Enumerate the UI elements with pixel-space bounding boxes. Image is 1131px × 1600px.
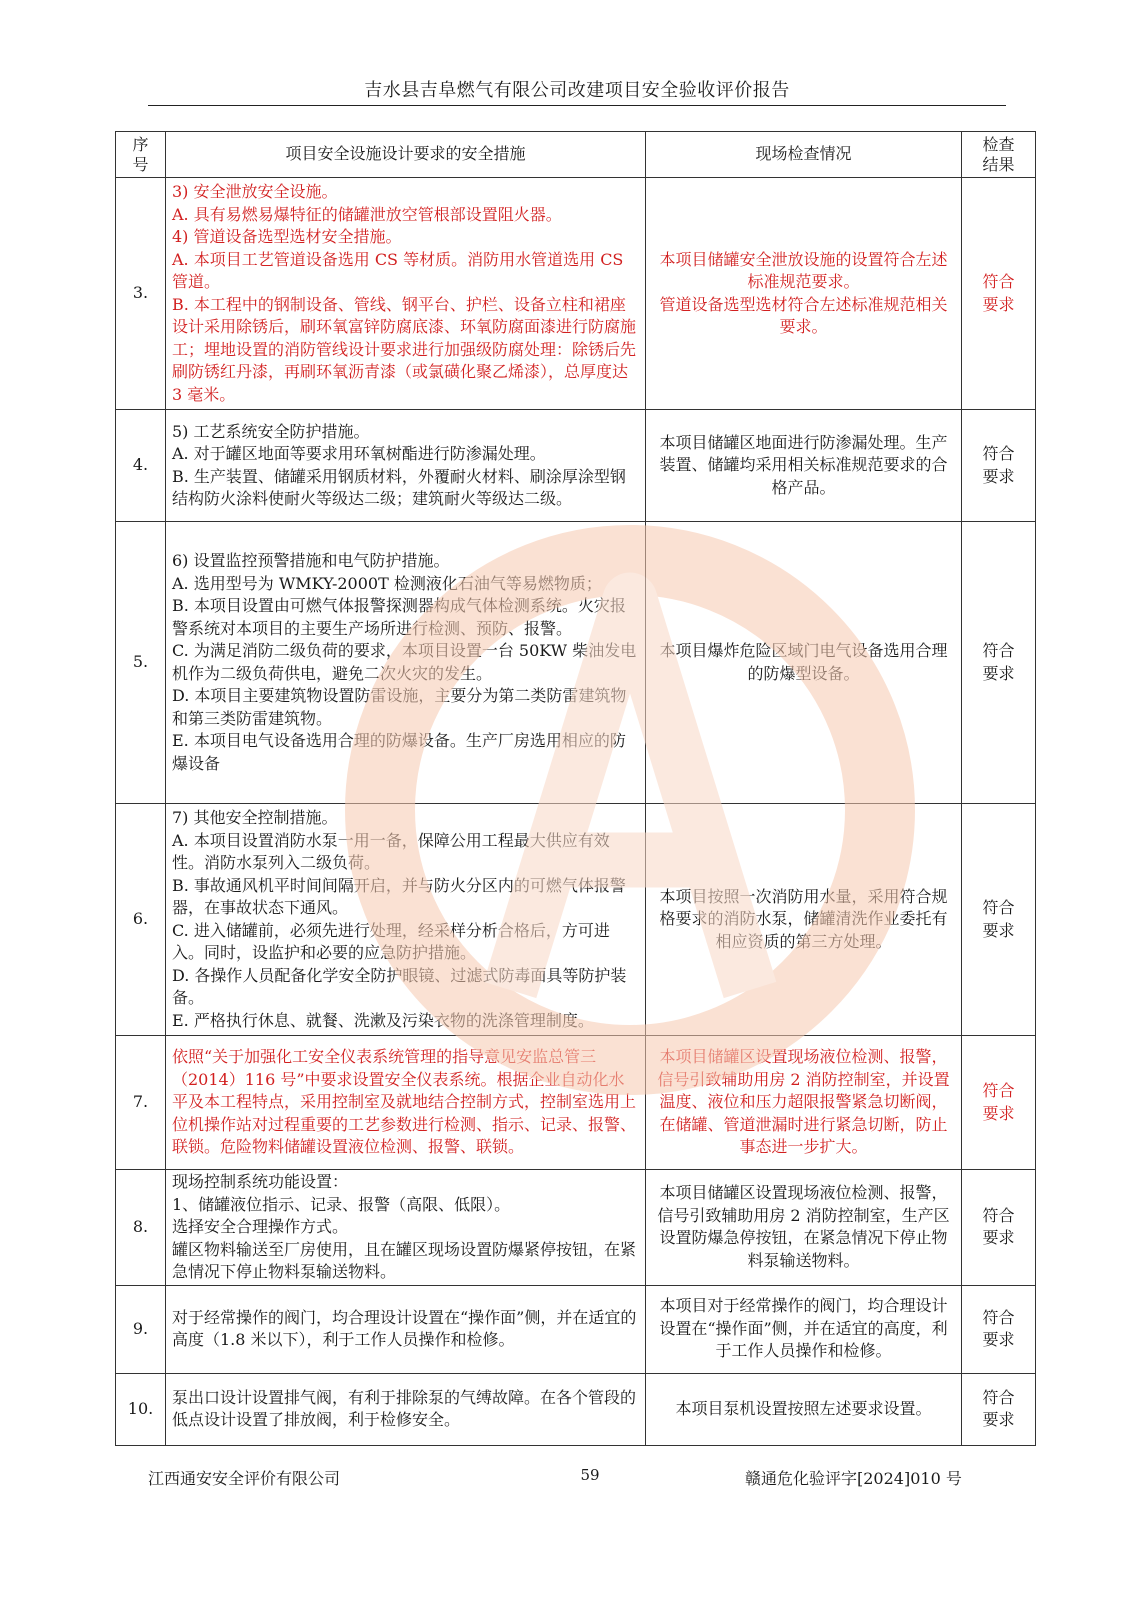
table-row (116, 1036, 1036, 1170)
table-row (116, 1285, 1036, 1373)
requirement-line: 3) 安全泄放安全设施。 (172, 182, 338, 201)
inspection-cell: 本项目爆炸危险区域门电气设备选用合理的防爆型设备。 (646, 522, 962, 804)
result-cell: 符合 要求 (962, 1373, 1036, 1445)
result-cell: 符合 要求 (962, 410, 1036, 522)
result-cell: 符合 要求 (962, 178, 1036, 410)
requirement-line: C. 为满足消防二级负荷的要求，本项目设置一台 50KW 柴油发电机作为二级负荷供电，避免二次火灾的发生。 (172, 641, 637, 683)
row-number: 8. (116, 1170, 166, 1286)
requirement-line: C. 进入储罐前，必须先进行处理，经采样分析合格后，方可进入。同时，设监护和必要的应急防护措施。 (172, 920, 610, 962)
requirement-line: 罐区物料输送至厂房使用，且在罐区现场设置防爆紧停按钮，在紧急情况下停止物料泵输送物料。 (172, 1239, 637, 1281)
safety-measures-table (115, 131, 1036, 1446)
requirement-line: 4) 管道设备选型选材安全措施。 (172, 227, 402, 246)
result-cell: 符合 要求 (962, 522, 1036, 804)
requirement-cell (166, 1036, 646, 1170)
table-row (116, 410, 1036, 522)
requirement-cell (166, 1373, 646, 1445)
header-requirement: 项目安全设施设计要求的安全措施 (166, 132, 646, 178)
requirement-line: 6) 设置监控预警措施和电气防护措施。 (172, 551, 450, 570)
row-number: 4. (116, 410, 166, 522)
inspection-cell: 本项目储罐区设置现场液位检测、报警，信号引致辅助用房 2 消防控制室，生产区设置防爆急停按钮，在紧急情况下停止物料泵输送物料。 (646, 1170, 962, 1286)
result-cell: 符合 要求 (962, 1170, 1036, 1286)
requirement-line: B. 本工程中的钢制设备、管线、钢平台、护栏、设备立柱和裙座设计采用除锈后，刷环氧富锌防腐底漆、环氧防腐面漆进行防腐施工；埋地设置的消防管线设计要求进行加强级防腐处理：除锈后先刷防锈红丹漆，再刷环氧沥青漆（或氯磺化聚乙烯漆），总厚度达 3 毫米。 (172, 294, 637, 404)
table-header-row (116, 132, 1036, 178)
requirement-line: D. 本项目主要建筑物设置防雷设施，主要分为第二类防雷建筑物和第三类防雷建筑物。 (172, 686, 627, 728)
requirement-cell (166, 410, 646, 522)
footer-company: 江西通安安全评价有限公司 (148, 1469, 341, 1488)
requirement-cell (166, 1170, 646, 1286)
requirement-line: E. 本项目电气设备选用合理的防爆设备。生产厂房选用相应的防爆设备 (172, 731, 626, 773)
table-row (116, 178, 1036, 410)
page-title: 吉水县吉阜燃气有限公司改建项目安全验收评价报告 (364, 80, 790, 101)
inspection-cell: 本项目储罐区地面进行防渗漏处理。生产装置、储罐均采用相关标准规范要求的合格产品。 (646, 410, 962, 522)
inspection-cell: 本项目储罐安全泄放设施的设置符合左述标准规范要求。 管道设备选型选材符合左述标准规范相关要求。 (646, 178, 962, 410)
requirement-line: B. 事故通风机平时间间隔开启，并与防火分区内的可燃气体报警器，在事故状态下通风。 (172, 875, 626, 917)
requirement-cell (166, 522, 646, 804)
requirement-line: 现场控制系统功能设置： (172, 1172, 349, 1191)
footer-doc-number: 赣通危化验评字[2024]010 号 (745, 1469, 962, 1488)
requirement-line: 1、储罐液位指示、记录、报警（高限、低限）。 (172, 1194, 511, 1214)
requirement-line: 对于经常操作的阀门，均合理设计设置在“操作面”侧，并在适宜的高度（1.8 米以下），利于工作人员操作和检修。 (172, 1307, 637, 1349)
result-cell: 符合 要求 (962, 804, 1036, 1036)
requirement-line: D. 各操作人员配备化学安全防护眼镜、过滤式防毒面具等防护装备。 (172, 965, 627, 1007)
requirement-line: 5) 工艺系统安全防护措施。 (172, 421, 370, 441)
row-number: 9. (116, 1285, 166, 1373)
requirement-line: A. 对于罐区地面等要求用环氧树酯进行防渗漏处理。 (172, 444, 546, 463)
row-number: 3. (116, 178, 166, 410)
requirement-line: 依照“关于加强化工安全仪表系统管理的指导意见安监总管三（2014）116 号”中要求设置安全仪表系统。根据企业自动化水平及本工程特点，采用控制室及就地结合控制方式，控制室选用上位机操作站对过程重要的工艺参数进行检测、指示、记录、报警、联锁。危险物料储罐设置液位检测、报警、联锁。 (172, 1047, 637, 1157)
result-cell: 符合 要求 (962, 1036, 1036, 1170)
inspection-cell: 本项目泵机设置按照左述要求设置。 (646, 1373, 962, 1445)
inspection-cell: 本项目储罐区设置现场液位检测、报警，信号引致辅助用房 2 消防控制室，并设置温度、液位和压力超限报警紧急切断阀，在储罐、管道泄漏时进行紧急切断，防止事态进一步扩大。 (646, 1036, 962, 1170)
requirement-cell (166, 804, 646, 1036)
requirement-line: A. 具有易燃易爆特征的储罐泄放空管根部设置阻火器。 (172, 204, 562, 224)
requirement-line: 泵出口设计设置排气阀，有利于排除泵的气缚故障。在各个管段的低点设计设置了排放阀，利于检修安全。 (172, 1387, 637, 1429)
requirement-line: 7) 其他安全控制措施。 (172, 808, 338, 827)
table-row (116, 522, 1036, 804)
requirement-cell (166, 178, 646, 410)
header-no: 序 号 (116, 132, 166, 178)
row-number: 7. (116, 1036, 166, 1170)
result-cell: 符合 要求 (962, 1285, 1036, 1373)
requirement-line: A. 本项目工艺管道设备选用 CS 等材质。消防用水管道选用 CS 管道。 (172, 249, 624, 291)
requirement-line: B. 本项目设置由可燃气体报警探测器构成气体检测系统。火灾报警系统对本项目的主要生产场所进行检测、预防、报警。 (172, 596, 626, 638)
requirement-line: 选择安全合理操作方式。 (172, 1217, 349, 1236)
requirement-line: A. 本项目设置消防水泵一用一备，保障公用工程最大供应有效性。消防水泵列入二级负荷。 (172, 830, 610, 872)
header-check: 现场检查情况 (646, 132, 962, 178)
header-result: 检查 结果 (962, 132, 1036, 178)
requirement-line: E. 严格执行休息、就餐、洗漱及污染衣物的洗涤管理制度。 (172, 1010, 594, 1030)
header-divider (148, 105, 1006, 106)
table-row (116, 1373, 1036, 1445)
requirement-line: B. 生产装置、储罐采用钢质材料，外覆耐火材料、刷涂厚涂型钢结构防火涂料使耐火等级达二级；建筑耐火等级达二级。 (172, 466, 626, 508)
requirement-line: A. 选用型号为 WMKY-2000T 检测液化石油气等易燃物质； (172, 573, 602, 593)
inspection-cell: 本项目按照一次消防用水量，采用符合规格要求的消防水泵，储罐清洗作业委托有相应资质的第三方处理。 (646, 804, 962, 1036)
row-number: 5. (116, 522, 166, 804)
requirement-cell (166, 1285, 646, 1373)
row-number: 10. (116, 1373, 166, 1445)
page-number: 59 (580, 1466, 600, 1484)
inspection-cell: 本项目对于经常操作的阀门，均合理设计设置在“操作面”侧，并在适宜的高度，利于工作人员操作和检修。 (646, 1285, 962, 1373)
table-row (116, 1170, 1036, 1286)
table-row (116, 804, 1036, 1036)
row-number: 6. (116, 804, 166, 1036)
